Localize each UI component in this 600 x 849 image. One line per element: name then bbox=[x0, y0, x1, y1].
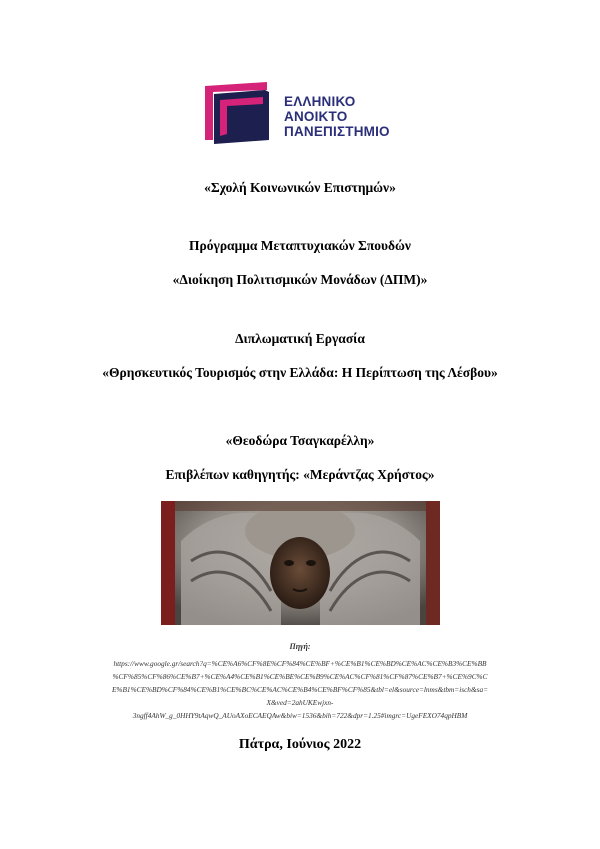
image-source-label: Πηγή: bbox=[289, 642, 311, 651]
logo-line-2: ΑΝΟΙΚΤΟ bbox=[284, 109, 348, 124]
university-logo bbox=[205, 82, 405, 150]
university-logo-text bbox=[284, 94, 390, 139]
logo-line-1: ΕΛΛΗΝΙΚΟ bbox=[284, 94, 356, 109]
image-source-line: %CF%85%CF%86%CE%B7+%CE%A4%CE%B1%CE%BE%CE%B9%CE%AC%CF%81%CF%87%CE%B7+%CE%9C%C bbox=[112, 672, 488, 681]
logo-line-3: ΠΑΝΕΠΙΣΤΗΜΙΟ bbox=[284, 124, 390, 139]
supervisor: Επιβλέπων καθηγητής: «Μεράντζας Χρήστος» bbox=[165, 467, 435, 482]
university-logo-mark bbox=[205, 82, 277, 146]
image-source-url bbox=[90, 657, 510, 722]
icon-photo bbox=[161, 501, 440, 625]
program-label: Πρόγραμμα Μεταπτυχιακών Σπουδών bbox=[189, 238, 411, 253]
place-and-date: Πάτρα, Ιούνιος 2022 bbox=[238, 737, 362, 752]
image-source-line: 3ngff4AhW_g_0HHY9tAqwQ_AUoAXoECAEQAw&biw=1536&bih=722&dpr=1.25#imgrc=UgeFEXO74qpHBM bbox=[132, 711, 468, 720]
program-name: «Διοίκηση Πολιτισμικών Μονάδων (ΔΠΜ)» bbox=[172, 272, 428, 287]
image-source-line: X&ved=2ahUKEwjxn- bbox=[266, 698, 334, 707]
school-name: «Σχολή Κοινωνικών Επιστημών» bbox=[204, 180, 396, 195]
author-name: «Θεοδώρα Τσαγκαρέλλη» bbox=[225, 433, 375, 448]
thesis-title: «Θρησκευτικός Τουρισμός στην Ελλάδα: Η Περίπτωση της Λέσβου» bbox=[102, 365, 498, 380]
image-source-line: https://www.google.gr/search?q=%CE%A6%CF%8E%CF%84%CE%BF+%CE%B1%CE%BD%CE%AC%CE%B3%CE%BB bbox=[113, 659, 487, 668]
thesis-label: Διπλωματική Εργασία bbox=[235, 331, 365, 346]
image-source-line: E%B1%CE%BD%CF%84%CE%B1%CE%BC%CE%AC%CE%B4%CE%BF%CF%85&tbl=el&source=lnms&tbm=isch&sa= bbox=[111, 685, 489, 694]
